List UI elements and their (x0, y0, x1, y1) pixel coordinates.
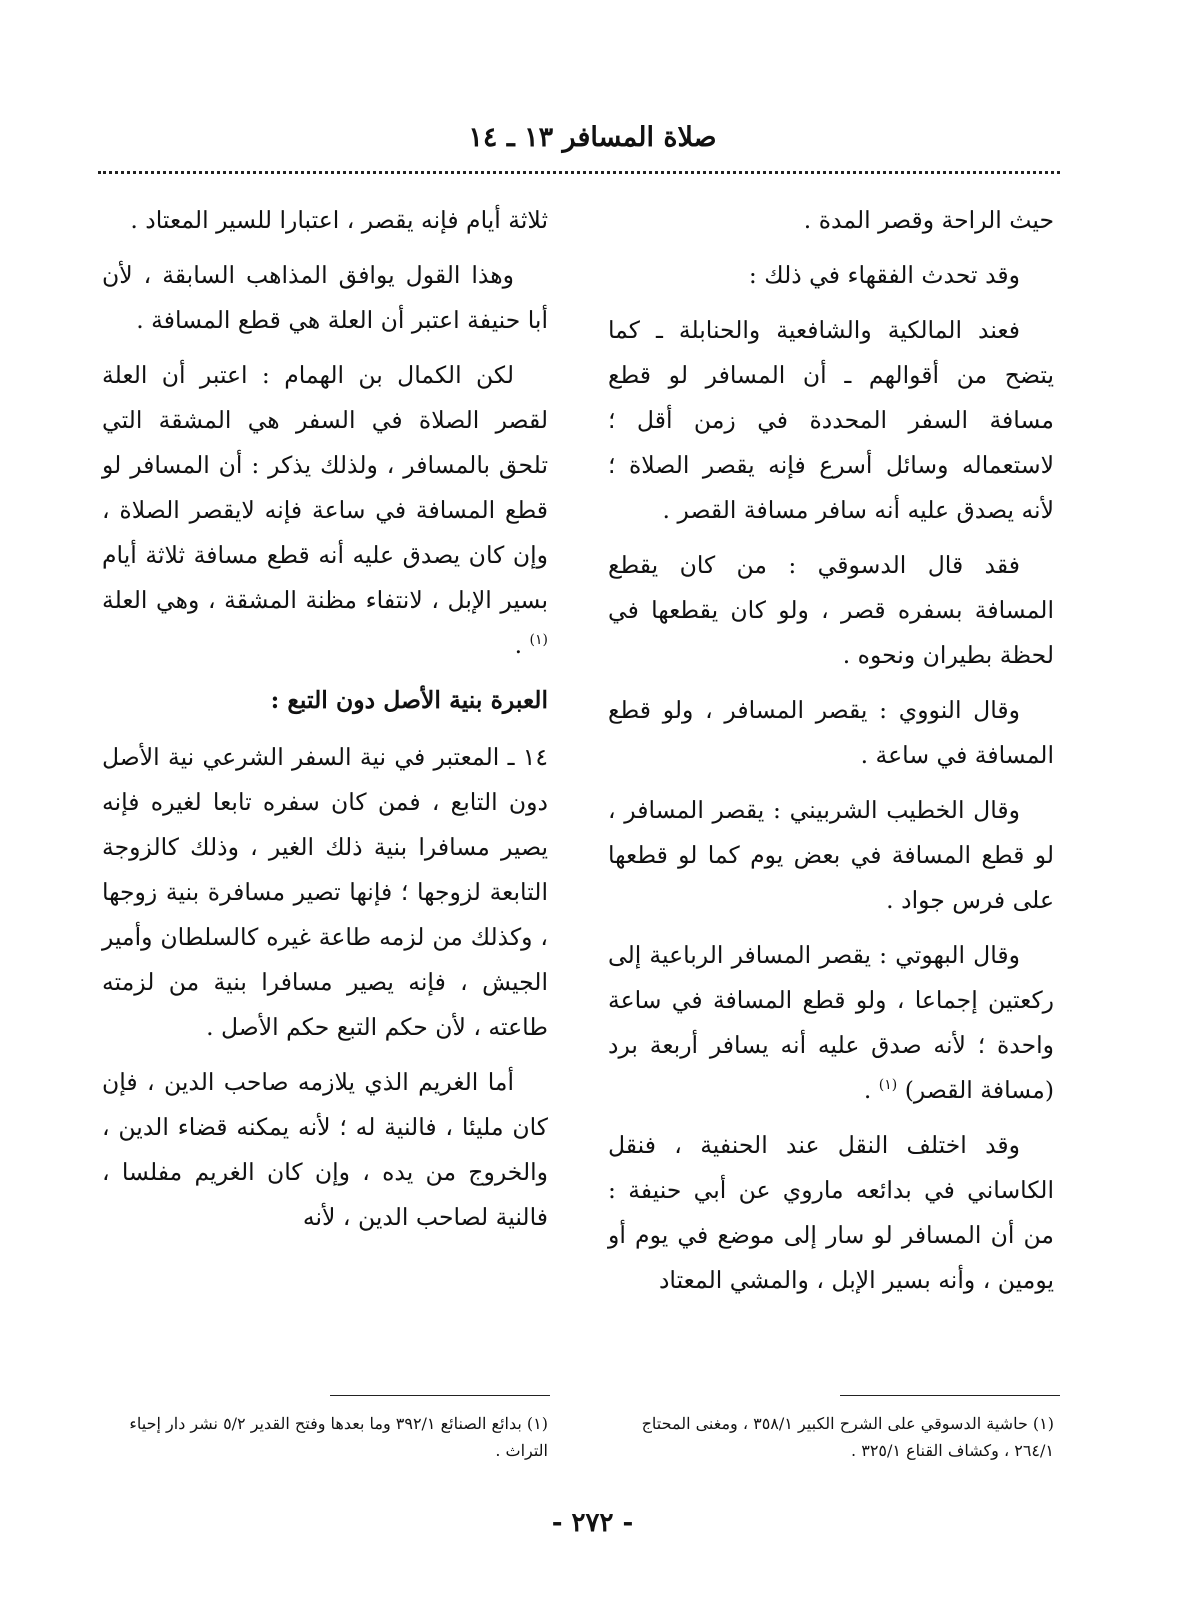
paragraph-with-footnote (102, 353, 548, 668)
paragraph-text: لكن الكمال بن الهمام : اعتبر أن العلة لقصر الصلاة في السفر هي المشقة التي تلحق بالمسافر ، ولذلك يذكر : أن المسافر لو قطع المسافة في ساعة فإنه لايقصر الصلاة ، وإن كان يصدق عليه أنه قطع مسافة ثلاثة أيام بسير الإبل ، لانتفاء مظنة المشقة ، وهي العلة (102, 361, 548, 614)
paragraph: وقال النووي : يقصر المسافر ، ولو قطع المسافة في ساعة . (608, 696, 1054, 769)
page-header-title: صلاة المسافر ١٣ ـ ١٤ (468, 122, 717, 153)
paragraph-end: . (863, 1076, 879, 1104)
right-column (608, 198, 1054, 1313)
footnote-rule-left (330, 1395, 550, 1396)
paragraph: أما الغريم الذي يلازمه صاحب الدين ، فإن كان مليئا ، فالنية له ؛ لأنه يمكنه قضاء الدين ، والخروج من يده ، وإن كان الغريم مفلسا ، فالنية لصاحب الدين ، لأنه (102, 1068, 548, 1231)
paragraph: ١٤ ـ المعتبر في نية السفر الشرعي نية الأصل دون التابع ، فمن كان سفره تابعا لغيره فإنه يصير مسافرا بنية ذلك الغير ، وذلك كالزوجة التابعة لزوجها ؛ فإنها تصير مسافرة بنية زوجها ، وكذلك من لزمه طاعة غيره كالسلطان وأمير الجيش ، فإنه يصير مسافرا بنية من لزمته طاعته ، لأن حكم التبع حكم الأصل . (102, 743, 548, 1041)
left-column (102, 198, 548, 1250)
paragraph: وقد اختلف النقل عند الحنفية ، فنقل الكاساني في بدائعه ماروي عن أبي حنيفة : من أن المسافر لو سار إلى موضع في يوم أو يومين ، وأنه بسير الإبل ، والمشي المعتاد (608, 1131, 1054, 1294)
paragraph-with-footnote (608, 933, 1054, 1113)
paragraph: فقد قال الدسوقي : من كان يقطع المسافة بسفره قصر ، ولو كان يقطعها في لحظة بطيران ونحوه . (608, 551, 1054, 669)
footnote-rule-right (840, 1395, 1060, 1396)
paragraph: وقد تحدث الفقهاء في ذلك : (748, 261, 1020, 289)
paragraph-text: وقال البهوتي : يقصر المسافر الرباعية إلى ركعتين إجماعا ، ولو قطع المسافة في ساعة واحدة ؛ لأنه صدق عليه أنه يسافر أربعة برد (مسافة القصر) (608, 941, 1054, 1104)
paragraph: فعند المالكية والشافعية والحنابلة ـ كما يتضح من أقوالهم ـ أن المسافر لو قطع مسافة السفر المحددة في زمن أقل ؛ لاستعماله وسائل أسرع فإنه يقصر الصلاة ؛ لأنه يصدق عليه أنه سافر مسافة القصر . (608, 316, 1054, 524)
footnote-reference: (١) (529, 632, 548, 649)
paragraph: ثلاثة أيام فإنه يقصر ، اعتبارا للسير المعتاد . (130, 206, 548, 234)
section-heading: العبرة بنية الأصل دون التبع : (270, 686, 548, 714)
paragraph: حيث الراحة وقصر المدة . (803, 206, 1054, 234)
footnote-right: (١) حاشية الدسوقي على الشرح الكبير ٣٥٨/١ ، ومغنى المحتاج ٢٦٤/١ ، وكشاف القناع ٣٢٥/١ . (641, 1414, 1054, 1460)
page-number: - ٢٧٢ - (551, 1508, 634, 1538)
footnote-reference: (١) (878, 1077, 898, 1094)
paragraph: وقال الخطيب الشربيني : يقصر المسافر ، لو قطع المسافة في بعض يوم كما لو قطعها على فرس جواد . (608, 796, 1054, 914)
paragraph: وهذا القول يوافق المذاهب السابقة ، لأن أبا حنيفة اعتبر أن العلة هي قطع المسافة . (102, 261, 548, 334)
header-dotted-rule (98, 171, 1060, 174)
footnote-left: (١) بدائع الصنائع ٣٩٢/١ وما بعدها وفتح القدير ٥/٢ نشر دار إحياء التراث . (129, 1414, 548, 1460)
paragraph-end: . (514, 631, 530, 659)
